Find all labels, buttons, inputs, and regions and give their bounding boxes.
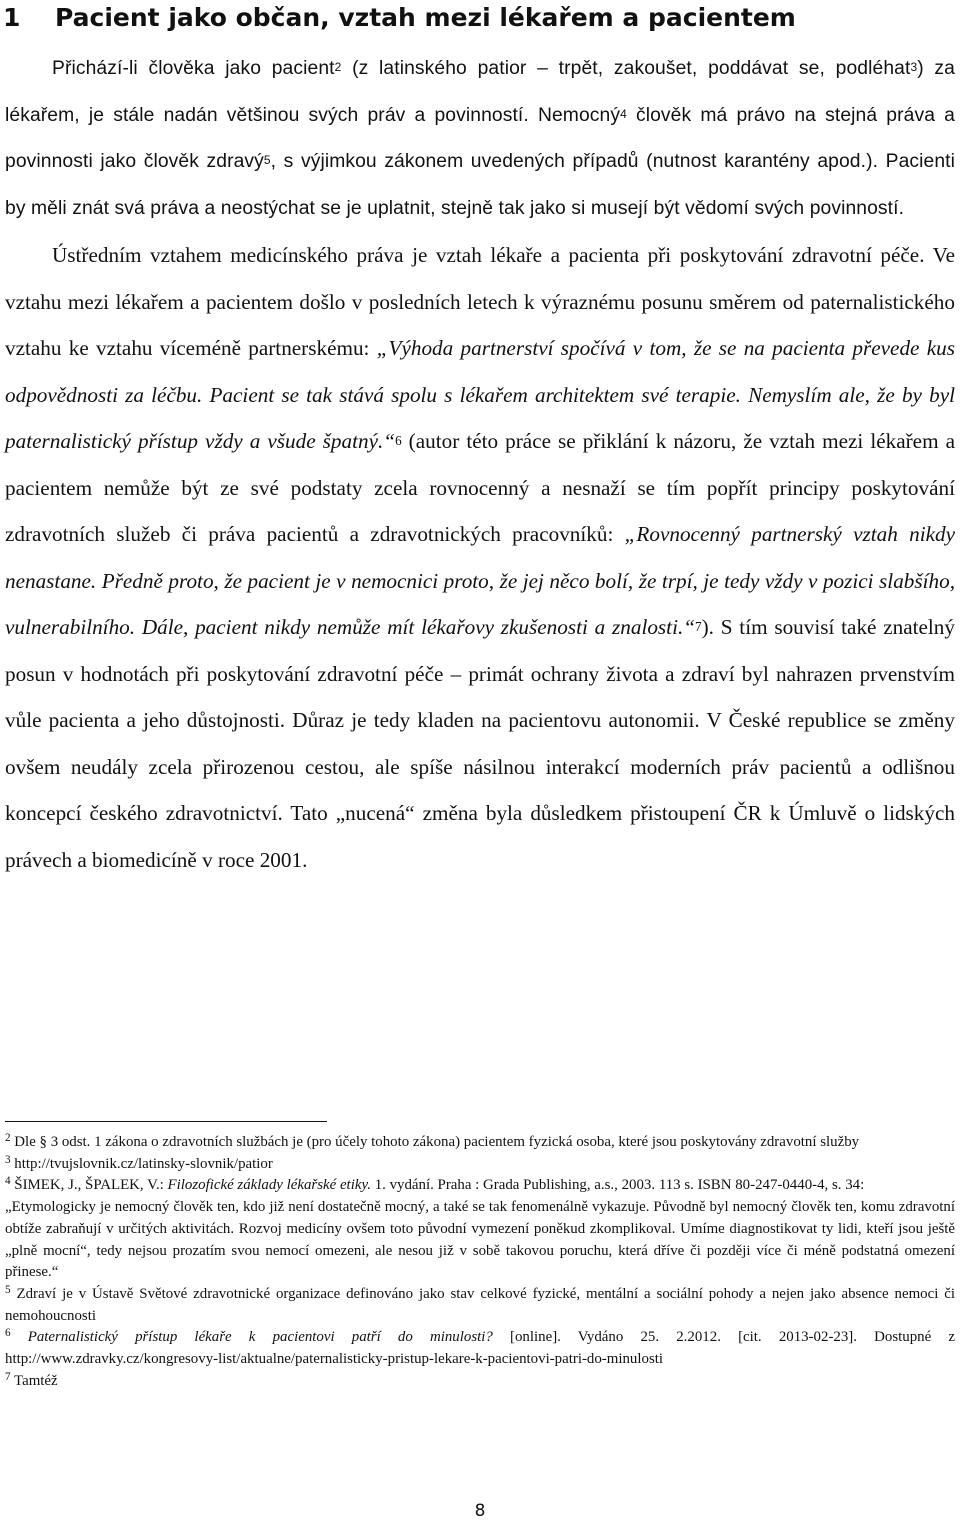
footnote-ref[interactable]: 4 [620, 106, 627, 121]
footnote-mark: 4 [5, 1175, 11, 1188]
footnote: $^6$ Paternalistický přístup lékaře k pacientovi patří do minulosti? [online]. Vydáno 25. 2.2012. [cit. 2013-02-23]. Dostupné z http://www.zdravky.cz/kongresovy-list/aktualne/paternalisticky-pristup-lekare-k-pacientovi-patri-do-minulosti [5, 1327, 956, 1368]
footnote-ref[interactable]: 7 [695, 618, 702, 634]
chapter-title: Pacient jako občan, vztah mezi lékařem a pacientem [55, 3, 796, 32]
footnote-separator [5, 1121, 327, 1122]
footnote-quote: „Etymologicky je nemocný člověk ten, kdo již není dostatečně mocný, a také se tak fenomenálně vykazuje. Původně byl nemocný člověk ten, komu zdravotní obtíže zabraňují v určitých aktivitách. Rozvoj medicíny ovšem toto původní vymezení poněkud zkomplikoval. Umíme diagnostikovat ty lidi, kteří jsou ještě „plně mocní“, tedy nejsou prozatím svou nemocí omezeni, ale nesou již v sobě takovou poruchu, která dříve či později více či méně podstatná omezení přinese.“ [5, 1199, 955, 1281]
footnote-mark: 7 [5, 1370, 11, 1383]
footnote: $^7$ Tamtéž [5, 1370, 58, 1389]
footnote: $^5$ Zdraví je v Ústavě Světové zdravotnické organizace definováno jako stav celkové fyzické, mentální a sociální pohody a nejen jako absence nemoci či nemohoucnosti [5, 1283, 955, 1324]
body-text [5, 46, 955, 883]
paragraph: Přichází-li člověka jako pacient$^2$ (z latinského patior – trpět, zakoušet, poddávat se, podléhat$^3$) za lékařem, je stále nadán většinou svých práv a povinností. Nemocný$^4$ člověk má právo na stejná práva a povinnosti jako člověk zdravý$^5$, s výjimkou zákonem uvedených případů (nutnost karantény apod.). Pacienti by měli znát svá práva a neostýchat se je uplatnit, stejně tak jako si musejí být vědomí svých povinností. [5, 58, 956, 219]
footnote-mark: 5 [5, 1283, 11, 1296]
footnotes [5, 1132, 955, 1392]
footnote-link[interactable]: http://tvujslovnik.cz/latinsky-slovnik/patior [10, 1155, 273, 1172]
footnote [5, 1154, 955, 1176]
paragraph: Ústředním vztahem medicínského práva je vztah lékaře a pacienta při poskytování zdravotní péče. Ve vztahu mezi lékařem a pacientem došlo v posledních letech k výraznému posunu směrem od paternalistického vztahu ke vztahu víceméně partnerskému: „Výhoda partnerství spočívá v tom, že se na pacienta převede kus odpovědnosti za léčbu. Pacient se tak stává spolu s lékařem architektem své terapie. Nemyslím ale, že by byl paternalistický přístup vždy a všude špatný.“$^6$ (autor této práce se přiklání k názoru, že vztah mezi lékařem a pacientem nemůže být ze své podstaty zcela rovnocenný a nesnaží se tím popřít principy poskytování zdravotních služeb či práva pacientů a zdravotnických pracovníků: „Rovnocenný partnerský vztah nikdy nenastane. Předně proto, že pacient je v nemocnici proto, že jej něco bolí, že trpí, je tedy vždy v pozici slabšího, vulnerabilního. Dále, pacient nikdy nemůže mít lékařovy zkušenosti a znalosti.“$^7$). S tím souvisí také znatelný posun v hodnotách při poskytování zdravotní péče – primát ochrany života a zdraví byl nahrazen prvenstvím vůle pacienta a jeho důstojnosti. Důraz je tedy kladen na pacientovu autonomii. V České republice se změny ovšem neudály zcela přirozenou cestou, ale spíše násilnou interakcí moderních práv pacientů a odlišnou koncepcí českého zdravotnictví. Tato „nucená“ změna byla důsledkem přistoupení ČR k Úmluvě o lidských právech a biomedicíně v roce 2001. [5, 243, 955, 872]
footnote: $^4$ ŠIMEK, J., ŠPALEK, V.: Filozofické základy lékařské etiky. 1. vydání. Praha : Grada Publishing, a.s., 2003. 113 s. ISBN 80-247-0440-4, s. 34: „Etymologicky je nemocný člověk ten, kdo již není dostatečně mocný, a také se tak fenomenálně vykazuje. Původně byl nemocný člověk ten, komu zdravotní obtíže zabraňují v určitých aktivitách. Rozvoj medicíny ovšem toto původní vymezení poněkud zkomplikoval. Umíme diagnostikovat ty lidi, kteří jsou ještě „plně mocní“, tedy nejsou prozatím svou nemocí omezeni, ale nesou již v sobě takovou poruchu, která dříve či později více či méně podstatná omezení přinese.“ [5, 1175, 955, 1281]
footnote-ref[interactable]: 6 [395, 432, 402, 448]
page-number: 8 [474, 1501, 486, 1521]
footnote-ref[interactable]: 3 [910, 60, 918, 75]
quotation: „Výhoda partnerství spočívá v tom, že se na pacienta převede kus odpovědnosti za léčbu. Pacient se tak stává spolu s lékařem architektem své terapie. Nemyslím ale, že by byl paternalistický přístup vždy a všude špatný.“ [5, 336, 955, 453]
footnote-ref[interactable]: 2 [334, 60, 342, 75]
chapter-heading [3, 2, 953, 34]
footnote-mark: 6 [5, 1327, 11, 1340]
footnote: $^2$ Dle § 3 odst. 1 zákona o zdravotních službách je (pro účely tohoto zákona) pacientem fyzická osoba, které jsou poskytovány zdravotní služby [5, 1131, 860, 1150]
footnote-mark: 2 [5, 1131, 11, 1144]
footnote-ref[interactable]: 5 [263, 153, 271, 168]
footnote-mark: 3 [5, 1153, 11, 1166]
chapter-number: 1 [3, 3, 21, 32]
quotation: „Rovnocenný partnerský vztah nikdy nenastane. Předně proto, že pacient je v nemocnici proto, že jej něco bolí, že trpí, je tedy vždy v pozici slabšího, vulnerabilního. Dále, pacient nikdy nemůže mít lékařovy zkušenosti a znalosti.“ [5, 522, 955, 639]
